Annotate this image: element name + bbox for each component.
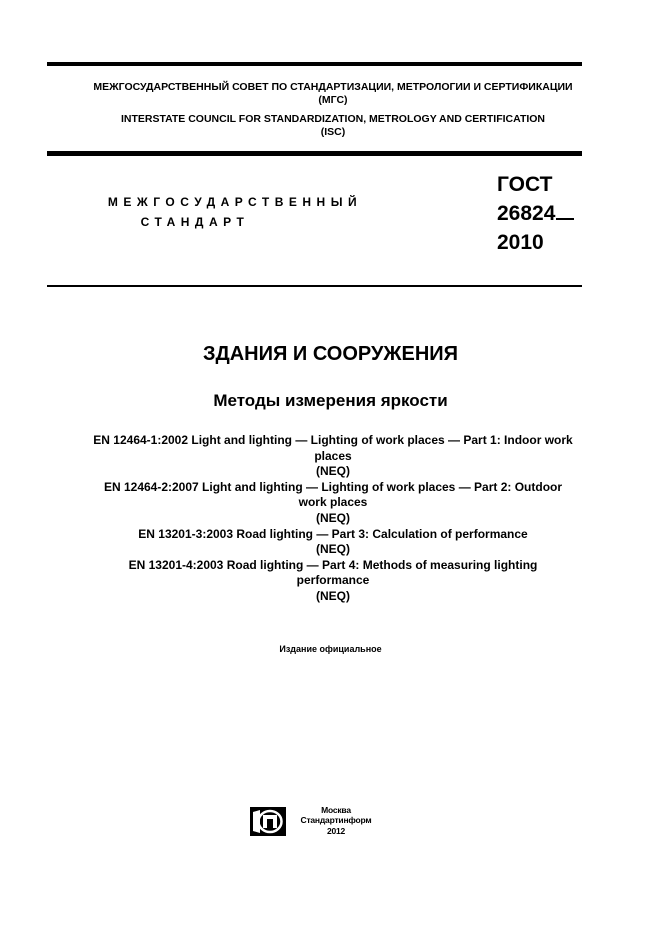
- council-ru-name: МЕЖГОСУДАРСТВЕННЫЙ СОВЕТ ПО СТАНДАРТИЗАЦИИ, МЕТРОЛОГИИ И СЕРТИФИКАЦИИ: [93, 81, 573, 93]
- document-subtitle: Методы измерения яркости: [213, 391, 448, 410]
- council-ru-block: [47, 81, 619, 107]
- standard-kind-line2: СТАНДАРТ: [140, 215, 250, 229]
- reference-line: EN 13201-4:2003 Road lighting — Part 4: Methods of measuring lighting: [128, 557, 538, 572]
- gost-designation: [497, 170, 574, 257]
- council-en-block: [47, 113, 619, 139]
- middle-rule: [47, 151, 582, 156]
- standard-kind-line1: МЕЖГОСУДАРСТВЕННЫЙ: [107, 195, 363, 209]
- reference-line: performance: [296, 573, 370, 588]
- edition-note: Издание официальное: [279, 644, 382, 654]
- reference-line: (NEQ): [316, 510, 350, 525]
- reference-line: EN 12464-1:2002 Light and lighting — Lighting of work places — Part 1: Indoor work: [93, 433, 573, 447]
- gost-label: ГОСТ: [497, 173, 553, 196]
- document-title: ЗДАНИЯ И СООРУЖЕНИЯ: [202, 343, 459, 365]
- reference-line: EN 12464-2:2007 Light and lighting — Lighting of work places — Part 2: Outdoor: [103, 479, 563, 494]
- reference-line: (NEQ): [316, 588, 350, 603]
- council-en-abbr: (ISC): [320, 126, 346, 138]
- reference-line: EN 13201-3:2003 Road lighting — Part 3: Calculation of performance: [138, 526, 528, 541]
- publisher-year: 2012: [326, 825, 346, 836]
- gost-year: 2010: [497, 231, 544, 254]
- reference-line: (NEQ): [316, 464, 350, 479]
- gost-number: 26824: [497, 202, 556, 225]
- gost-number-row: [497, 199, 574, 228]
- council-en-name: INTERSTATE COUNCIL FOR STANDARDIZATION, METROLOGY AND CERTIFICATION: [120, 113, 546, 125]
- reference-line: places: [314, 448, 352, 463]
- publisher-block: [295, 805, 377, 836]
- publisher-name: Стандартинформ: [300, 815, 372, 826]
- references-block: [47, 433, 619, 605]
- lower-rule: [47, 285, 582, 287]
- publisher-city: Москва: [321, 805, 351, 815]
- reference-line: (NEQ): [316, 542, 350, 557]
- top-rule: [47, 62, 582, 66]
- gost-dash: [556, 218, 574, 220]
- reference-line: work places: [298, 495, 368, 510]
- council-ru-abbr: (МГС): [318, 94, 348, 106]
- standartinform-logo-icon: [249, 806, 287, 837]
